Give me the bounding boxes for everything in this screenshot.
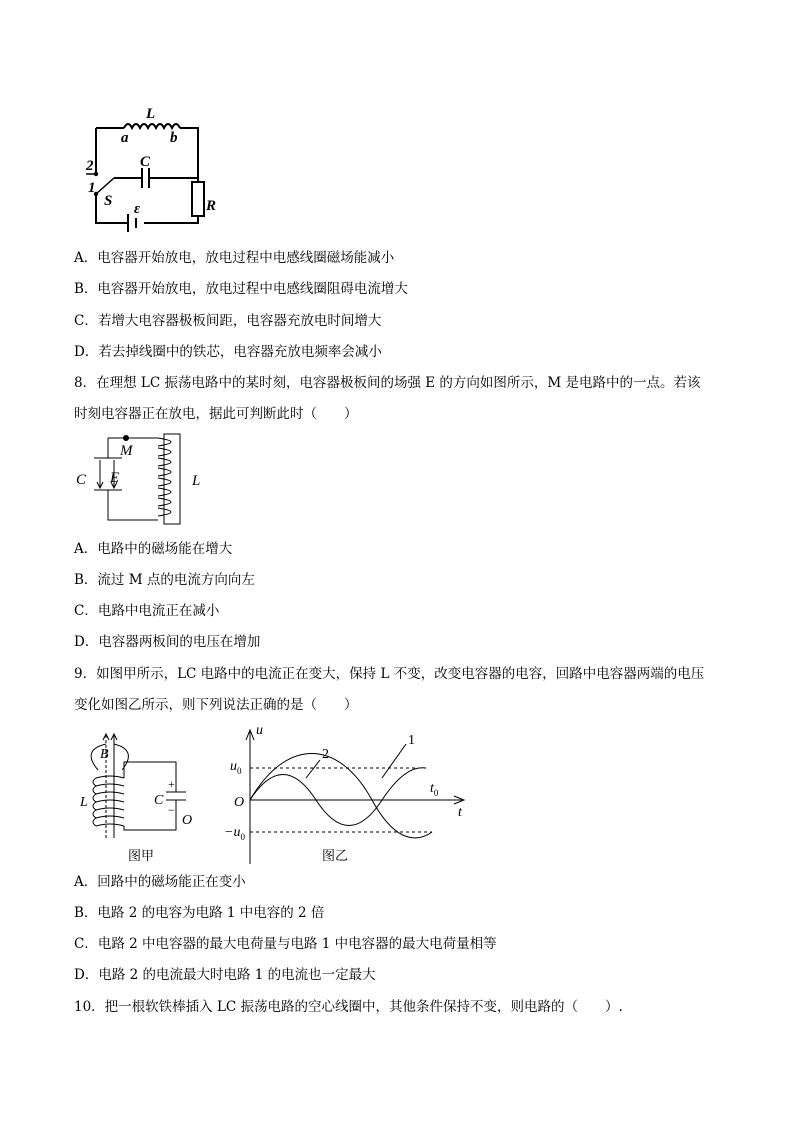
q7-circuit-figure <box>84 100 217 230</box>
q8-option-c: C．电路中电流正在减小 <box>74 603 220 619</box>
label-origin: O <box>234 795 245 810</box>
q8-stem-line1: 8．在理想 LC 振荡电路中的某时刻，电容器极板间的场强 E 的方向如图所示，M 是电路中的一点。若该 <box>74 375 701 391</box>
q9-stem-line1: 9．如图甲所示，LC 电路中的电流正在变大，保持 L 不变，改变电容器的电容，回路中电容器两端的电压 <box>74 666 705 682</box>
q9-option-d: D．电路 2 的电流最大时电路 1 的电流也一定最大 <box>74 967 376 983</box>
q7-option-b: B．电容器开始放电，放电过程中电感线圈阻碍电流增大 <box>74 281 408 297</box>
label-S: S <box>104 193 113 209</box>
label-C: C <box>140 154 151 170</box>
axis-u: u <box>256 723 263 738</box>
label-M: M <box>120 443 133 459</box>
q7-option-d: D．若去掉线圈中的铁芯，电容器充放电频率会减小 <box>74 344 382 360</box>
q8-stem-line2: 时刻电容器正在放电，据此可判断此时（ ） <box>74 406 358 422</box>
label-R: R <box>206 198 217 214</box>
label-minus: − <box>168 803 175 817</box>
q7-option-c: C．若增大电容器极板间距，电容器充放电时间增大 <box>74 313 382 329</box>
label-neg-u0: $-u_0$ <box>224 825 245 842</box>
q7-option-a: A．电容器开始放电，放电过程中电感线圈磁场能减小 <box>74 250 395 266</box>
label-C: C <box>76 472 87 488</box>
q9-option-b: B．电路 2 的电容为电路 1 中电容的 2 倍 <box>74 905 325 921</box>
label-1: 1 <box>88 180 96 196</box>
label-L: L <box>192 473 201 489</box>
q9-option-c: C．电路 2 中电容器的最大电荷量与电路 1 中电容器的最大电荷量相等 <box>74 936 497 952</box>
curve-label-1: 1 <box>408 733 415 748</box>
q10-stem: 10．把一根软铁棒插入 LC 振荡电路的空心线圈中，其他条件保持不变，则电路的（ ）. <box>74 999 623 1015</box>
label-E: E <box>110 470 120 486</box>
q8-option-b: B．流过 M 点的电流方向向左 <box>74 572 255 588</box>
curve-label-2: 2 <box>322 747 329 762</box>
label-u0: $u_0$ <box>230 759 242 776</box>
label-2: 2 <box>86 158 94 174</box>
q8-option-d: D．电容器两板间的电压在增加 <box>74 634 261 650</box>
label-plus: + <box>168 777 175 791</box>
label-b: b <box>170 130 178 146</box>
q8-option-a: A．电路中的磁场能在增大 <box>74 541 233 557</box>
label-C: C <box>154 793 164 808</box>
label-a: a <box>121 130 129 146</box>
q8-lc-figure <box>74 432 214 532</box>
caption-jia: 图甲 <box>128 848 155 863</box>
label-t0: $t_0$ <box>430 781 439 798</box>
q9-figure-jia <box>76 730 206 870</box>
label-epsilon: ε <box>134 201 141 217</box>
q9-figure-yi <box>226 718 476 868</box>
label-L: L <box>80 795 88 810</box>
label-B: B <box>100 747 109 762</box>
label-O: O <box>182 813 193 828</box>
caption-yi: 图乙 <box>322 848 349 863</box>
axis-t: t <box>458 805 462 820</box>
q9-option-a: A．回路中的磁场能正在变小 <box>74 874 246 890</box>
q9-stem-line2: 变化如图乙所示，则下列说法正确的是（ ） <box>74 697 358 713</box>
label-L: L <box>146 106 156 122</box>
